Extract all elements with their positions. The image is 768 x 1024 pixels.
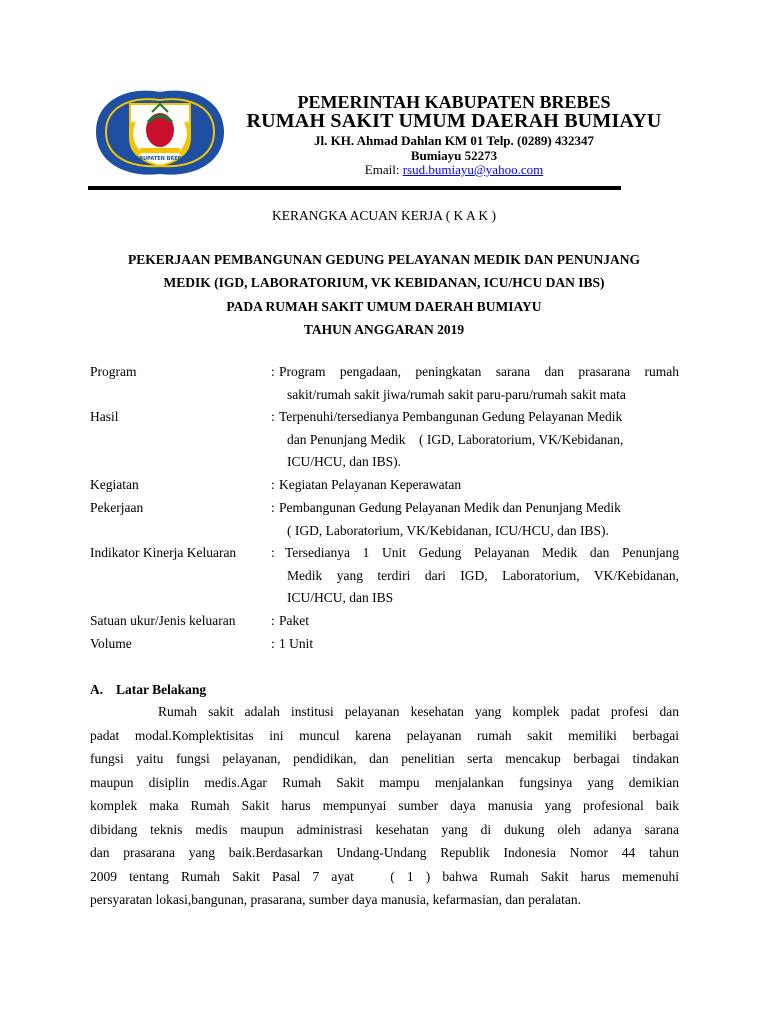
field-value [279,610,679,633]
paragraph-line: 2009 tentang Rumah Sakit Pasal 7 ayat ( 1 ) bahwa Rumah Sakit harus memenuhi [90,868,679,884]
field-colon: : [271,636,275,651]
field-value-line: ICU/HCU, dan IBS [287,590,394,605]
header-divider [88,186,621,190]
field-value-line: 1 Unit [279,636,314,651]
field-value [279,406,679,474]
paragraph-line: Rumah sakit adalah institusi pelayanan kesehatan yang komplek padat profesi dan [158,704,679,719]
paragraph-line: fungsi yaitu fungsi pelayanan, pendidikan, dan penelitian serta mencakup berbagai tindakan [90,751,679,766]
field-colon: : [271,409,275,424]
paragraph-line: dibidang teknis medis maupun administrasi kesehatan yang di dukung oleh adanya sarana [90,821,679,837]
hospital-name: RUMAH SAKIT UMUM DAERAH BUMIAYU [246,110,662,132]
field-value-line: ( IGD, Laboratorium, VK/Kebidanan, ICU/HCU, dan IBS). [287,522,609,538]
paragraph-line: dan prasarana yang baik.Berdasarkan Undang-Undang Republik Indonesia Nomor 44 tahun [90,845,679,860]
field-value-line: ICU/HCU, dan IBS). [287,454,401,469]
field-colon: : [271,477,275,492]
project-title-line: TAHUN ANGGARAN 2019 [303,322,465,337]
field-value-line: dan Penunjang Medik ( IGD, Laboratorium, VK/Kebidanan, [287,431,624,447]
field-label: Indikator Kinerja Keluaran [90,545,237,560]
hospital-address: Jl. KH. Ahmad Dahlan KM 01 Telp. (0289) 432347 [314,133,594,148]
paragraph-line: persyaratan lokasi,bangunan, prasarana, sumber daya manusia, kefarmasian, dan peralatan. [90,892,582,907]
field-label: Kegiatan [90,477,139,492]
field-colon: : [271,500,275,515]
field-colon: : [271,613,275,628]
field-label: Pekerjaan [90,500,144,515]
field-value [279,497,679,542]
field-value-line: Tersedianya 1 Unit Gedung Pelayanan Medik dan Penunjang [285,545,679,560]
paragraph-line: komplek maka Rumah Sakit harus mempunyai sumber daya manusia yang profesional baik [90,798,679,813]
paragraph-line: maupun disiplin medis.Agar Rumah Sakit mampu menjalankan fungsinya yang demikian [90,774,679,790]
project-title-line: PEKERJAAN PEMBANGUNAN GEDUNG PELAYANAN MEDIK DAN PENUNJANG [127,252,641,267]
project-title-line: MEDIK (IGD, LABORATORIUM, VK KEBIDANAN, ICU/HCU DAN IBS) [163,275,605,290]
field-value [279,633,679,656]
field-value-line: sakit/rumah sakit jiwa/rumah sakit paru-paru/rumah sakit mata [287,386,626,402]
hospital-email-line [240,162,668,178]
field-colon: : [271,364,275,379]
field-value-line: Kegiatan Pelayanan Keperawatan [279,477,462,492]
field-value [285,542,679,610]
field-value-line: Paket [279,613,309,628]
field-value-line: Medik yang terdiri dari IGD, Laboratorium, VK/Kebidanan, [287,567,679,583]
paragraph-line: padat modal.Komplektisitas ini muncul karena pelayanan rumah sakit memiliki berbagai [90,727,679,743]
hospital-city: Bumiayu 52273 [410,148,498,163]
field-value-line: Terpenuhi/tersedianya Pembangunan Gedung Pelayanan Medik [279,409,623,424]
section-title: Latar Belakang [116,682,207,697]
logo-text: KABUPATEN BREBES [131,156,189,162]
field-label: Program [90,364,137,379]
field-colon: : [271,545,275,560]
field-value [279,474,679,497]
brebes-regency-logo [90,82,230,182]
email-label: Email: [364,162,403,177]
field-value-line: Program pengadaan, peningkatan sarana dan prasarana rumah [279,364,679,379]
field-label: Hasil [90,409,119,424]
section-paragraph [90,700,679,912]
project-title-line: PADA RUMAH SAKIT UMUM DAERAH BUMIAYU [226,299,542,314]
section-number: A. [90,682,104,697]
government-name: PEMERINTAH KABUPATEN BREBES [297,92,611,112]
section-heading [90,682,206,698]
field-value-line: Pembangunan Gedung Pelayanan Medik dan Penunjang Medik [279,500,621,515]
document-title: KERANGKA ACUAN KERJA ( K A K ) [272,208,496,223]
field-value [279,361,679,406]
email-link[interactable]: rsud.bumiayu@yahoo.com [402,162,544,177]
field-label: Volume [90,636,132,651]
field-label: Satuan ukur/Jenis keluaran [90,613,236,628]
